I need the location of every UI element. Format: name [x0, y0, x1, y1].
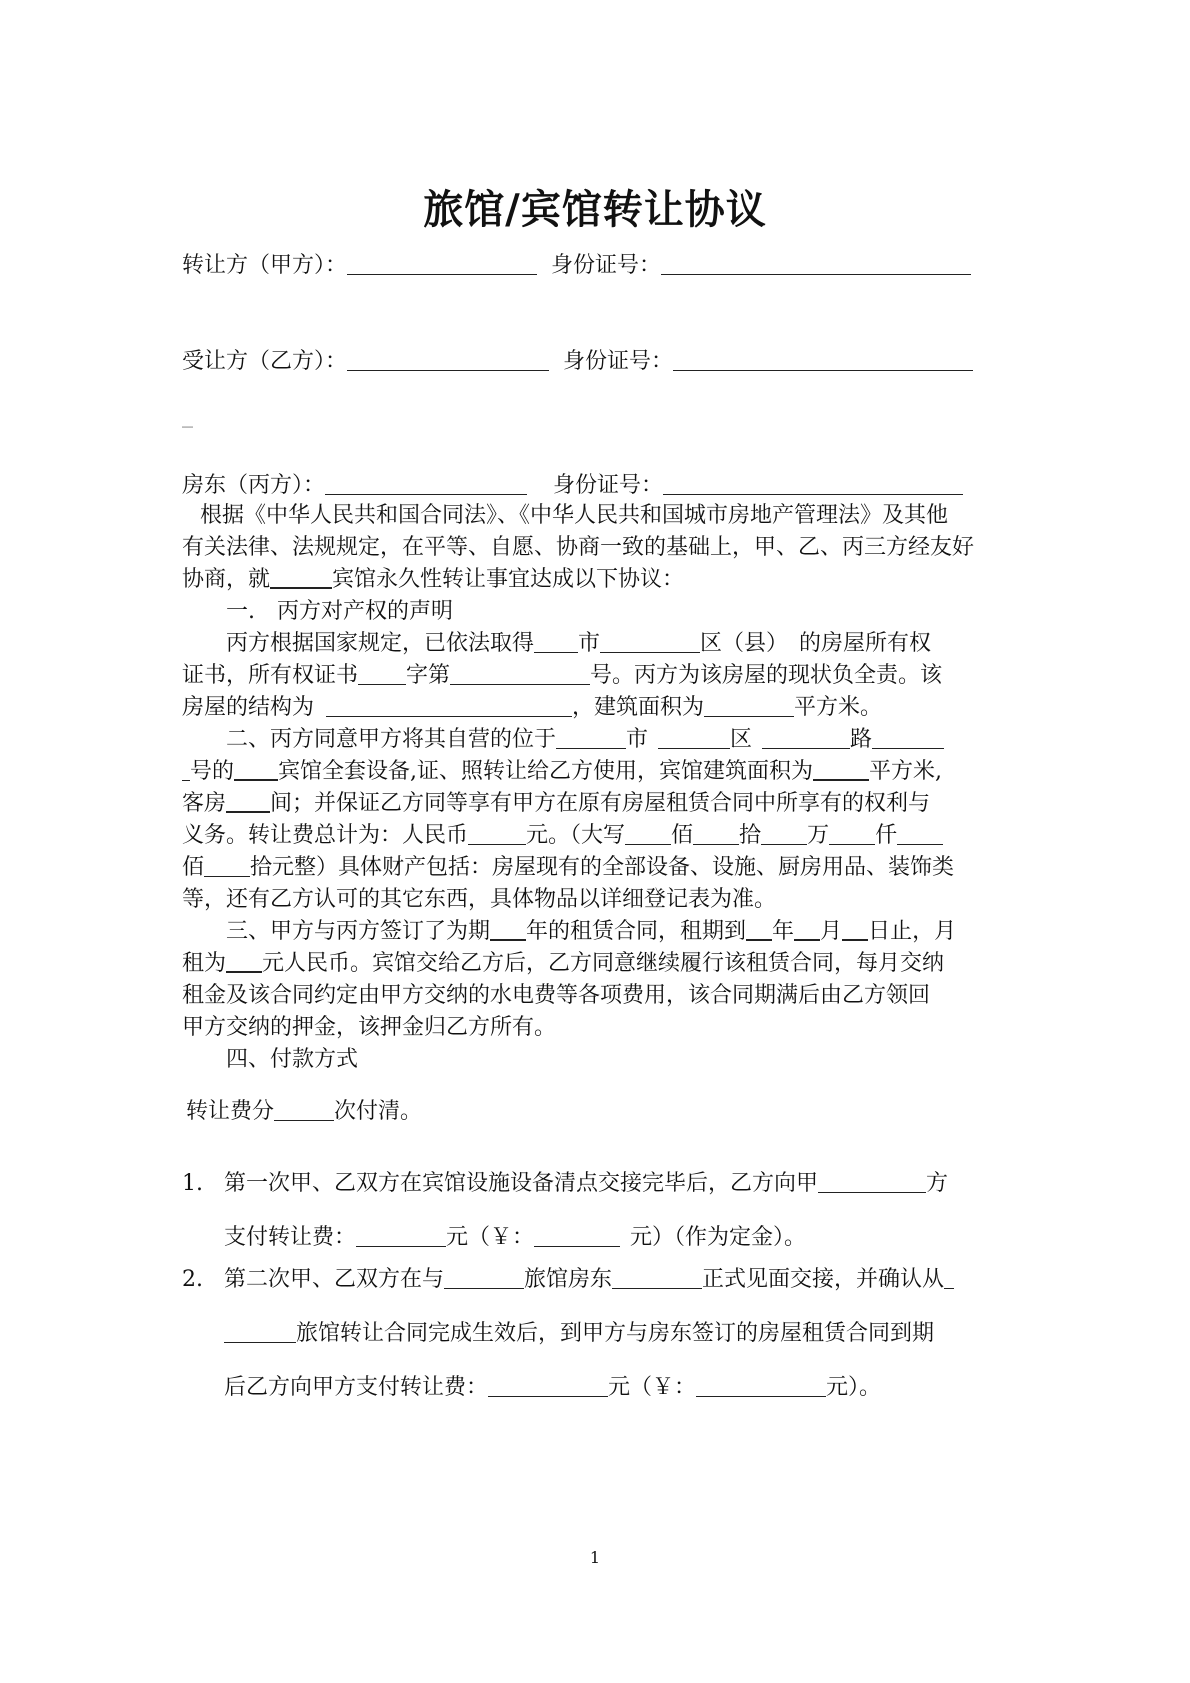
item-2-line-3: 后乙方向甲方支付转让费： 元（￥： 元）。	[224, 1375, 882, 1400]
item-2-number: 2.	[182, 1267, 203, 1292]
certificate-number-blank	[450, 662, 590, 685]
party-b-line	[182, 346, 1012, 378]
page-number: 1	[589, 1548, 601, 1567]
certificate-prefix-blank	[358, 662, 406, 685]
item-1-line-1: 第一次甲、乙双方在宾馆设施设备清点交接完毕后，乙方向甲 方	[224, 1171, 949, 1196]
s2-road-blank	[762, 726, 850, 749]
monthly-rent-blank	[226, 949, 262, 973]
lease-end-day-blank	[842, 917, 868, 941]
intro-line-2: 有关法律、法规规定，在平等、自愿、协商一致的基础上，甲、乙、丙三方经友好	[182, 535, 975, 560]
s2-hotel-blank	[234, 757, 278, 781]
instalments-blank	[274, 1098, 334, 1121]
item-2-line-1: 第二次甲、乙双方在与 旅馆房东 正式见面交接，并确认从	[224, 1264, 1054, 1296]
landlord-name-blank	[612, 1266, 702, 1289]
s2-city-blank	[556, 726, 626, 749]
hotel-name-blank	[270, 565, 332, 589]
party-a-id-label: 身份证号：	[551, 253, 662, 278]
intro-line-1: 根据《中华人民共和国合同法》、《中华人民共和国城市房地产管理法》及其他	[200, 503, 949, 528]
item-2-hotel2-blank	[224, 1320, 296, 1343]
section-3-line-2: 租为 元人民币。宾馆交给乙方后，乙方同意继续履行该租赁合同，每月交纳	[182, 951, 945, 976]
party-a-name-blank	[347, 252, 537, 275]
building-area-blank	[704, 694, 794, 717]
item-1-party-blank	[818, 1170, 926, 1193]
s2-rooms-blank	[226, 789, 270, 813]
dangling-underscore: _	[182, 403, 193, 428]
document-title: 旅馆/宾馆转让协议	[423, 186, 767, 233]
party-c-id-label: 身份证号：	[553, 473, 664, 498]
fee-amount-blank	[468, 822, 526, 845]
party-a-label: 转让方（甲方）：	[182, 253, 348, 278]
party-c-line	[182, 470, 1012, 502]
section-2-line-3: 客房 间；并保证乙方同等享有甲方在原有房屋租赁合同中所享有的权利与	[182, 791, 931, 816]
section-4-heading: 四、付款方式	[226, 1047, 359, 1072]
section-1-heading: 一. 丙方对产权的声明	[226, 599, 453, 624]
party-b-label: 受让方（乙方）：	[182, 349, 348, 374]
city-blank	[534, 630, 578, 653]
party-c-id-blank	[663, 472, 963, 495]
deposit-amount-blank	[356, 1224, 446, 1247]
item-2-line-2: 旅馆转让合同完成生效后，到甲方与房东签订的房屋租赁合同到期	[224, 1318, 1054, 1350]
section-2-line-1: 二、丙方同意甲方将其自营的位于 市 区 路	[226, 724, 1056, 756]
section-2-line-5: 佰 拾元整）具体财产包括：房屋现有的全部设备、设施、厨房用品、装饰类	[182, 855, 955, 880]
party-b-id-label: 身份证号：	[563, 349, 674, 374]
section-1-line-1: 丙方根据国家规定，已依法取得 市 区（县） 的房屋所有权	[226, 631, 932, 656]
item-2-hotel-blank	[444, 1266, 524, 1289]
section-3-line-4: 甲方交纳的押金，该押金归乙方所有。	[182, 1015, 557, 1040]
section-3-line-1: 三、甲方与丙方签订了为期 年的租赁合同，租期到 年 月 日止，月	[226, 919, 957, 944]
s2-number-blank	[872, 726, 944, 749]
section-2-line-2: 号的 宾馆全套设备,证、照转让给乙方使用，宾馆建筑面积为 平方米,	[182, 756, 1012, 788]
party-b-name-blank	[347, 348, 549, 371]
party-c-name-blank	[325, 472, 527, 495]
payment-instalments-line: 转让费分 次付清。	[186, 1099, 423, 1124]
party-a-id-blank	[661, 252, 971, 275]
final-payment-yuan-blank	[696, 1374, 826, 1397]
section-2-line-6: 等，还有乙方认可的其它东西，具体物品以详细登记表为准。	[182, 887, 777, 912]
section-1-line-3: 房屋的结构为 ，建筑面积为 平方米。	[182, 695, 883, 720]
lease-years-blank	[490, 917, 526, 941]
section-1-line-2: 证书，所有权证书 字第 号。丙方为该房屋的现状负全责。该	[182, 663, 943, 688]
party-c-label: 房东（丙方）：	[182, 473, 326, 498]
final-payment-blank	[488, 1374, 608, 1397]
party-a-line	[182, 250, 1012, 282]
s2-district-blank	[658, 726, 730, 749]
item-1-number: 1.	[182, 1171, 203, 1196]
party-b-id-blank	[673, 348, 973, 371]
deposit-amount-yuan-blank	[534, 1224, 620, 1247]
section-3-line-3: 租金及该合同约定由甲方交纳的水电费等各项费用，该合同期满后由乙方领回	[182, 983, 931, 1008]
section-2-line-4: 义务。转让费总计为：人民币 元。（大写 佰 拾 万 仟	[182, 820, 1012, 852]
lease-end-year-blank	[746, 917, 772, 941]
item-1-line-2: 支付转让费： 元（￥： 元）（作为定金）。	[224, 1225, 807, 1250]
district-blank	[600, 630, 700, 653]
structure-blank	[326, 694, 572, 717]
lease-end-month-blank	[794, 917, 820, 941]
s2-area-blank	[813, 757, 869, 781]
intro-line-3: 协商，就 宾馆永久性转让事宜达成以下协议：	[182, 567, 685, 592]
